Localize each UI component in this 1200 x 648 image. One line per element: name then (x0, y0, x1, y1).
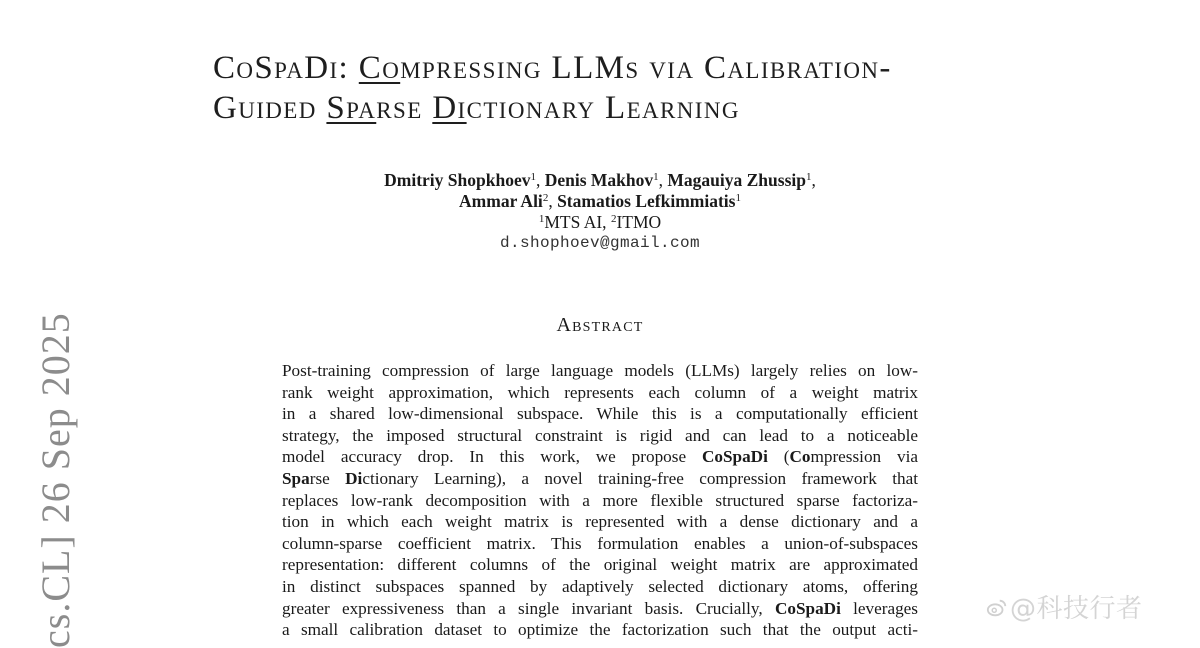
abstract-text: representation: different columns of the original weight matrix are approximated (282, 555, 918, 575)
abstract-line (282, 598, 918, 620)
abstract-line (282, 446, 918, 468)
affil-org: ITMO (616, 212, 662, 232)
author-block (300, 170, 900, 254)
author-line-2: Ammar Ali$^2$, Stamatios Lefkimmiatis$^1$ (459, 191, 741, 211)
title-segment: rse (376, 90, 433, 126)
author-affil-sup: 1 (805, 171, 812, 183)
abstract-line (282, 425, 918, 447)
author-affil-sup: 2 (542, 192, 549, 204)
abstract-text: tion in which each weight matrix is represented with a dense dictionary and a (282, 512, 918, 532)
abstract-text: in distinct subspaces spanned by adaptively selected dictionary atoms, offering (282, 576, 918, 596)
author-name: Denis Makhov (544, 170, 654, 190)
author-email[interactable]: d.shophoev@gmail.com (499, 234, 701, 252)
title-line-2 (213, 88, 1113, 128)
abstract-text: greater expressiveness than a single invariant basis. Crucially, (282, 598, 775, 618)
abstract-bold-term: Di (345, 468, 363, 488)
abstract-body (282, 360, 918, 641)
abstract-bold-term: CoSpaDi (701, 447, 768, 467)
affil-org: MTS AI, (544, 212, 611, 232)
affil-sup: 1 (538, 213, 545, 225)
title-segment: mpressing LLMs via Calibration- (400, 50, 892, 86)
weibo-icon (986, 597, 1008, 619)
abstract-line (282, 490, 918, 512)
title-segment: Guided (213, 90, 327, 126)
abstract-text: in a shared low-dimensional subspace. While this is a computationally efficient (282, 404, 918, 424)
abstract-line (282, 511, 918, 533)
abstract-heading: Abstract (556, 314, 644, 336)
abstract-bold-term: Co (789, 447, 811, 467)
author-name: Dmitriy Shopkhoev (384, 170, 531, 190)
abstract-line (282, 403, 918, 425)
abstract-line (282, 382, 918, 404)
author-name: Magauiya Zhussip (667, 170, 806, 190)
abstract-line (282, 576, 918, 598)
abstract-line (282, 360, 918, 382)
abstract-text: a small calibration dataset to optimize the factorization such that the output acti- (282, 620, 918, 640)
paper-title (213, 48, 1113, 128)
abstract-text: column-sparse coefficient matrix. This formulation enables a union-of-subspaces (282, 533, 918, 553)
abstract-text: Post-training compression of large language models (LLMs) largely relies on low- (282, 361, 918, 380)
abstract-text: rank weight approximation, which represents each column of a weight matrix (282, 382, 918, 402)
author-affil-sup: 1 (735, 192, 741, 204)
abstract-text: strategy, the imposed structural constraint is rigid and can lead to a noticeable (282, 425, 918, 445)
abstract-text: replaces low-rank decomposition with a more flexible structured sparse factoriza- (282, 490, 918, 510)
abstract-line (282, 468, 918, 490)
author-line-1: Dmitriy Shopkhoev$^1$, Denis Makhov$^1$, Magauiya Zhussip$^1$, (384, 170, 816, 190)
abstract-text: rse (309, 468, 346, 488)
abstract-bold-term: CoSpaDi (774, 598, 841, 618)
abstract-text: model accuracy drop. In this work, we propose (282, 447, 702, 467)
title-segment: CoSpaDi: (213, 50, 359, 86)
abstract-text: ( (767, 447, 790, 467)
author-affil-sup: 1 (530, 171, 536, 183)
watermark (986, 588, 1143, 625)
author-name: Ammar Ali (459, 191, 543, 211)
abstract-text: ctionary Learning), a novel training-free compression framework that (362, 468, 918, 488)
title-segment: ctionary Learning (466, 90, 740, 126)
abstract-bold-term: Spa (282, 468, 310, 488)
affil-sup: 2 (610, 213, 617, 225)
arxiv-stamp: cs.CL] 26 Sep 2025 (33, 312, 78, 648)
abstract-line (282, 533, 918, 555)
affiliations (300, 212, 900, 233)
title-acronym-segment: Di (432, 90, 467, 126)
watermark-text: @科技行者 (1010, 594, 1143, 624)
abstract-line (282, 619, 918, 641)
author-affil-sup: 1 (653, 171, 659, 183)
abstract-text: mpression via (810, 447, 919, 467)
author-name: Stamatios Lefkimmiatis (557, 191, 736, 211)
title-line-1 (213, 48, 1113, 88)
abstract-line (282, 554, 918, 576)
title-acronym-segment: Spa (326, 90, 377, 126)
abstract-text: leverages (840, 598, 918, 618)
title-acronym-segment: Co (358, 50, 401, 86)
